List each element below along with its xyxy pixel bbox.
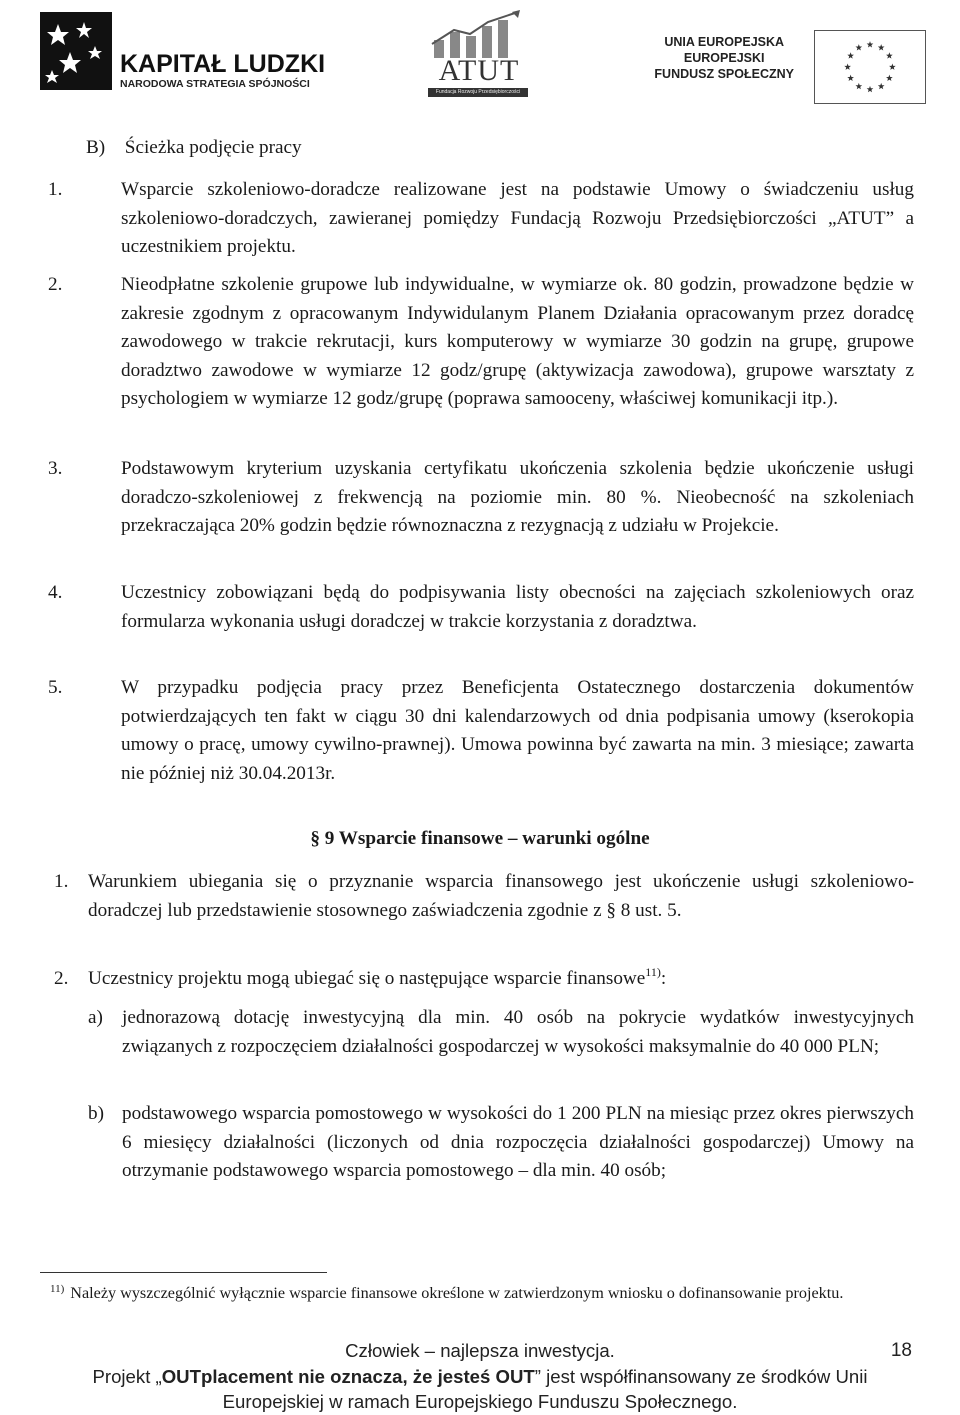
- eu-logo: [654, 26, 926, 86]
- footer-project-name: OUTplacement nie oznacza, że jesteś OUT: [161, 1366, 535, 1387]
- eu-star-icon: [844, 63, 851, 69]
- footnote: [50, 1282, 916, 1304]
- footer-slogan: Człowiek – najlepsza inwestycja.: [345, 1340, 615, 1361]
- item-2-colon: :: [660, 968, 667, 989]
- footer-project-prefix: Projekt „: [92, 1366, 162, 1387]
- item-number: 2.: [54, 968, 69, 989]
- eu-star-icon: [889, 63, 896, 69]
- sub-item-text: podstawowego wsparcia pomostowego w wysokości do 1 200 PLN na miesiąc przez okres pierwszych 6 miesięcy działalności (liczonych od dnia rozpoczęcia działalności gospodarczej) Umowy na otrzymanie podstawowego wsparcia pomostowego – dla min. 40 osób;: [122, 1103, 914, 1182]
- item-number: 1.: [54, 871, 69, 892]
- section-b-list: [48, 176, 914, 826]
- item-number: 2.: [48, 274, 63, 295]
- section-b-title: [86, 134, 846, 163]
- footnote-text-block: [50, 1282, 916, 1304]
- section-9-heading: § 9 Wsparcie finansowe – warunki ogólne: [310, 828, 650, 849]
- kapital-ludzki-subtitle: NARODOWA STRATEGIA SPÓJNOŚCI: [120, 78, 310, 90]
- item-text: W przypadku podjęcia pracy przez Beneficjenta Ostatecznego dostarczenia dokumentów potwierdzających ten fakt w ciągu 30 dni kalendarzowych od dnia podpisania umowy (kserokopia umowy o pracę, umowy cywilno-prawnej). Umowa powinna być zawarta na min. 3 miesiące; zawarta nie później niż 30.04.2013r.: [121, 677, 914, 784]
- eu-flag-icon: [814, 30, 926, 104]
- page-number: 18: [890, 1340, 912, 1361]
- sub-item-label: a): [88, 1007, 103, 1028]
- footer-project-suffix: ” jest współfinansowany ze środków Unii: [534, 1366, 868, 1387]
- footnote-marker: 11): [50, 1283, 65, 1295]
- atut-band: Fundacja Rozwoju Przedsiębiorczości: [428, 88, 528, 97]
- item-text: Wsparcie szkoleniowo-doradcze realizowane jest na podstawie Umowy o świadczeniu usług szkoleniowo-doradczych, zawieranej pomiędzy Fundacją Rozwoju Przedsiębiorczości „ATUT” a uczestnikiem projektu.: [121, 179, 914, 258]
- item-text: Nieodpłatne szkolenie grupowe lub indywidualne, w wymiarze ok. 80 godzin, prowadzone będzie w zakresie zgodnym z opracowanym Indywidulanym Planem Działania opracowanym przez doradcę zawodowego w trakcie rekrutacji, kurs komputerowy w wymiarze 30 godzin na grupę, grupowe doradztwo zawodowe w wymiarze 12 godz/grupę (aktywizacja zawodowa), grupowe warsztaty z psychologiem w wymiarze 12 godz/grupę (poprawa samooceny, właściwej komunikacji itp.).: [121, 274, 914, 410]
- item-text: Podstawowym kryterium uzyskania certyfikatu ukończenia szkolenia będzie ukończenie usługi doradczo-szkoleniowej z frekwencją na poziomie min. 80 %. Nieobecność na szkoleniach przekraczająca 20% godzin będzie równoznaczna z rezygnacją z udziału w Projekcie.: [121, 458, 914, 537]
- footer-line-3: Europejskiej w ramach Europejskiego Funduszu Społecznego.: [222, 1391, 738, 1412]
- section-b-title-text: Ścieżka podjęcie pracy: [124, 137, 302, 158]
- atut-name: ATUT: [438, 54, 520, 87]
- kapital-ludzki-title: KAPITAŁ LUDZKI: [120, 50, 326, 78]
- section-b-label: B): [86, 137, 106, 158]
- eu-star-icon: [855, 83, 862, 89]
- item-2-text: Uczestnicy projektu mogą ubiegać się o następujące wsparcie finansowe: [88, 968, 646, 989]
- eu-star-icon: [847, 52, 854, 58]
- kapital-ludzki-logo-icon: [40, 12, 112, 90]
- eu-star-icon: [886, 52, 893, 58]
- footnote-separator: [40, 1272, 327, 1273]
- eu-star-icon: [878, 83, 885, 89]
- eu-star-icon: [867, 41, 874, 47]
- sub-item-text: jednorazową dotację inwestycyjną dla min. 40 osób na pokrycie wydatków inwestycyjnych związanych z rozpoczęciem działalności gospodarczej w wysokości maksymalnie do 40 000 PLN;: [122, 1007, 914, 1057]
- atut-logo: [424, 10, 534, 100]
- footer-project-line: [0, 1366, 960, 1388]
- eu-logo-text: [654, 34, 794, 82]
- eu-line-3: FUNDUSZ SPOŁECZNY: [654, 67, 794, 81]
- item-text: Warunkiem ubiegania się o przyznanie wsparcia finansowego jest ukończenie usługi szkoleniowo-doradczej lub przedstawienie stosownego zaświadczenia zgodnie z § 8 ust. 5.: [88, 871, 914, 921]
- eu-star-icon: [886, 75, 893, 81]
- footnote-reference: 11): [645, 965, 661, 979]
- eu-star-icon: [855, 44, 862, 50]
- eu-star-icon: [878, 44, 885, 50]
- item-text: Uczestnicy zobowiązani będą do podpisywania listy obecności na zajęciach szkoleniowych oraz formularza wykonania usługi doradczej w trakcie korzystania z doradztwa.: [121, 582, 914, 632]
- item-number: 4.: [48, 582, 63, 603]
- footnote-text: Należy wyszczególnić wyłącznie wsparcie finansowe określone w zatwierdzonym wniosku o dofinansowanie projektu.: [70, 1284, 844, 1302]
- item-number: 5.: [48, 677, 63, 698]
- eu-line-1: UNIA EUROPEJSKA: [664, 35, 785, 49]
- item-number: 1.: [48, 179, 63, 200]
- eu-star-icon: [847, 75, 854, 81]
- item-text: [88, 965, 914, 994]
- eu-star-icon: [867, 86, 874, 92]
- atut-logo-icon: [428, 10, 528, 58]
- eu-line-2: EUROPEJSKI: [683, 51, 765, 65]
- kapital-ludzki-logo: [40, 12, 340, 92]
- section-9-list: [48, 868, 914, 1238]
- sub-item-label: b): [88, 1103, 104, 1124]
- item-number: 3.: [48, 458, 63, 479]
